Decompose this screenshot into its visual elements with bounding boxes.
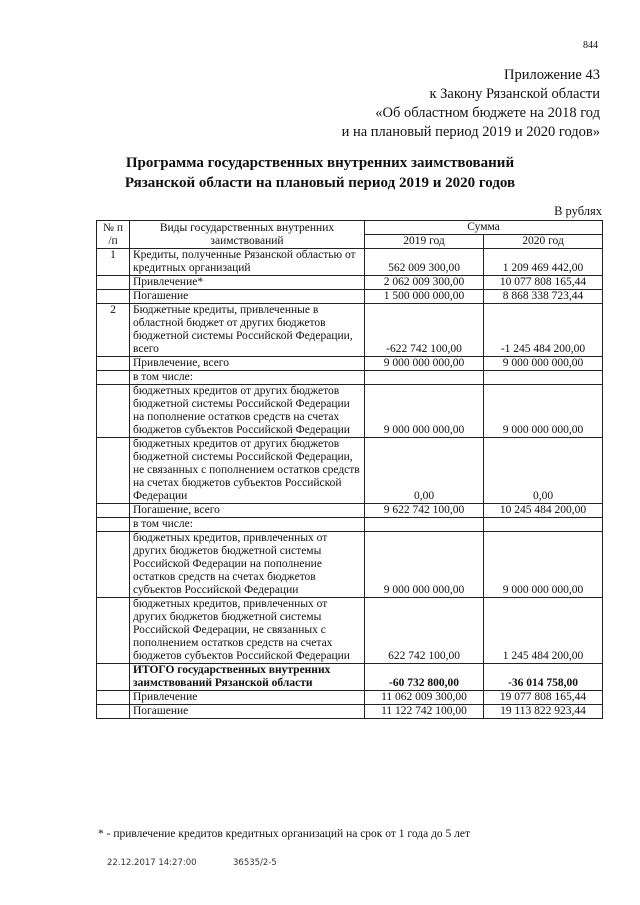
row-desc: в том числе: — [130, 371, 365, 385]
table-row — [97, 532, 603, 598]
row-num — [97, 705, 130, 719]
footer-timestamp: 22.12.2017 14:27:00 — [107, 858, 197, 868]
table-row — [97, 276, 603, 290]
row-2020: 10 245 484 200,00 — [484, 504, 603, 518]
row-num — [97, 598, 130, 664]
table-row — [97, 290, 603, 304]
row-desc: ИТОГО государственных внутренних заимствований Рязанской области — [130, 664, 365, 691]
header-2020: 2020 год — [484, 235, 603, 249]
row-2019: 562 009 300,00 — [365, 249, 484, 276]
table-row — [97, 598, 603, 664]
row-2019: -60 732 800,00 — [365, 664, 484, 691]
row-2020 — [484, 371, 603, 385]
row-2020: 0,00 — [484, 438, 603, 504]
row-desc: Погашение, всего — [130, 504, 365, 518]
table-row — [97, 705, 603, 719]
appendix-line-1: Приложение 43 — [504, 67, 600, 83]
header-2019: 2019 год — [365, 235, 484, 249]
table-header-row — [97, 221, 603, 235]
heading-line-2: Рязанской области на плановый период 2019 и 2020 годов — [124, 175, 516, 191]
appendix-line-4: и на плановый период 2019 и 2020 годов» — [341, 124, 600, 140]
row-desc: в том числе: — [130, 518, 365, 532]
row-desc: Привлечение* — [130, 276, 365, 290]
appendix-line-2: к Закону Рязанской области — [429, 86, 600, 102]
row-2020: 8 868 338 723,44 — [484, 290, 603, 304]
row-2019: 9 000 000 000,00 — [365, 357, 484, 371]
row-2019: 622 742 100,00 — [365, 598, 484, 664]
row-num — [97, 691, 130, 705]
row-2020: 9 000 000 000,00 — [484, 532, 603, 598]
row-2020 — [484, 518, 603, 532]
row-num — [97, 532, 130, 598]
row-desc: бюджетных кредитов от других бюджетов бюджетной системы Российской Федерации, не связанных с пополнением остатков средств на счетах бюджетов субъектов Российской Федерации — [130, 438, 365, 504]
row-2020: 9 000 000 000,00 — [484, 357, 603, 371]
borrowing-program-table — [96, 220, 603, 719]
table-row — [97, 518, 603, 532]
row-desc: Бюджетные кредиты, привлеченные в областной бюджет от других бюджетов бюджетной системы Российской Федерации, всего — [130, 304, 365, 357]
row-2019: 2 062 009 300,00 — [365, 276, 484, 290]
row-num — [97, 664, 130, 691]
document-heading — [30, 153, 610, 193]
row-num — [97, 438, 130, 504]
table-row — [97, 304, 603, 357]
footer-doc-id: 36535/2-5 — [233, 858, 277, 868]
heading-line-1: Программа государственных внутренних заимствований — [125, 155, 515, 171]
row-2019: 11 062 009 300,00 — [365, 691, 484, 705]
row-desc: Погашение — [130, 290, 365, 304]
header-num: № п /п — [97, 221, 130, 249]
table-total-row — [97, 664, 603, 691]
table-row — [97, 371, 603, 385]
table-row — [97, 249, 603, 276]
row-desc: бюджетных кредитов, привлеченных от других бюджетов бюджетной системы Российской Федерации, не связанных с пополнением остатков средств на счетах бюджетов субъектов Российской Федерации — [130, 598, 365, 664]
row-2019 — [365, 371, 484, 385]
table-row — [97, 385, 603, 438]
units-label: В рублях — [554, 204, 602, 218]
row-desc: бюджетных кредитов от других бюджетов бюджетной системы Российской Федерации на пополнение остатков средств на счетах бюджетов субъектов Российской Федерации — [130, 385, 365, 438]
row-2019 — [365, 518, 484, 532]
appendix-block — [342, 66, 600, 142]
row-2020: 10 077 808 165,44 — [484, 276, 603, 290]
row-num: 2 — [97, 304, 130, 357]
row-2020: 9 000 000 000,00 — [484, 385, 603, 438]
table-row — [97, 691, 603, 705]
row-2020: 1 245 484 200,00 — [484, 598, 603, 664]
row-2019: 9 622 742 100,00 — [365, 504, 484, 518]
table-row — [97, 504, 603, 518]
row-2019: 9 000 000 000,00 — [365, 385, 484, 438]
row-2019: 9 000 000 000,00 — [365, 532, 484, 598]
row-2020: -36 014 758,00 — [484, 664, 603, 691]
row-num — [97, 504, 130, 518]
appendix-line-3: «Об областном бюджете на 2018 год — [375, 105, 600, 121]
footnote: * - привлечение кредитов кредитных организаций на срок от 1 года до 5 лет — [98, 828, 471, 840]
row-desc: Погашение — [130, 705, 365, 719]
row-desc: Кредиты, полученные Рязанской областью от кредитных организаций — [130, 249, 365, 276]
row-num — [97, 290, 130, 304]
row-desc: Привлечение — [130, 691, 365, 705]
row-2020: 1 209 469 442,00 — [484, 249, 603, 276]
row-num: 1 — [97, 249, 130, 276]
row-2019: -622 742 100,00 — [365, 304, 484, 357]
row-2020: -1 245 484 200,00 — [484, 304, 603, 357]
row-num — [97, 518, 130, 532]
row-2019: 11 122 742 100,00 — [365, 705, 484, 719]
row-2020: 19 077 808 165,44 — [484, 691, 603, 705]
row-2019: 1 500 000 000,00 — [365, 290, 484, 304]
row-num — [97, 371, 130, 385]
table-row — [97, 438, 603, 504]
row-desc: Привлечение, всего — [130, 357, 365, 371]
table-row — [97, 357, 603, 371]
page-number: 844 — [583, 40, 598, 51]
header-desc: Виды государственных внутренних заимствований — [130, 221, 365, 249]
row-num — [97, 357, 130, 371]
row-desc: бюджетных кредитов, привлеченных от других бюджетов бюджетной системы Российской Федерации на пополнение остатков средств на счетах бюджетов субъектов Российской Федерации — [130, 532, 365, 598]
row-num — [97, 385, 130, 438]
header-sum: Сумма — [365, 221, 603, 235]
row-2020: 19 113 822 923,44 — [484, 705, 603, 719]
row-2019: 0,00 — [365, 438, 484, 504]
row-num — [97, 276, 130, 290]
